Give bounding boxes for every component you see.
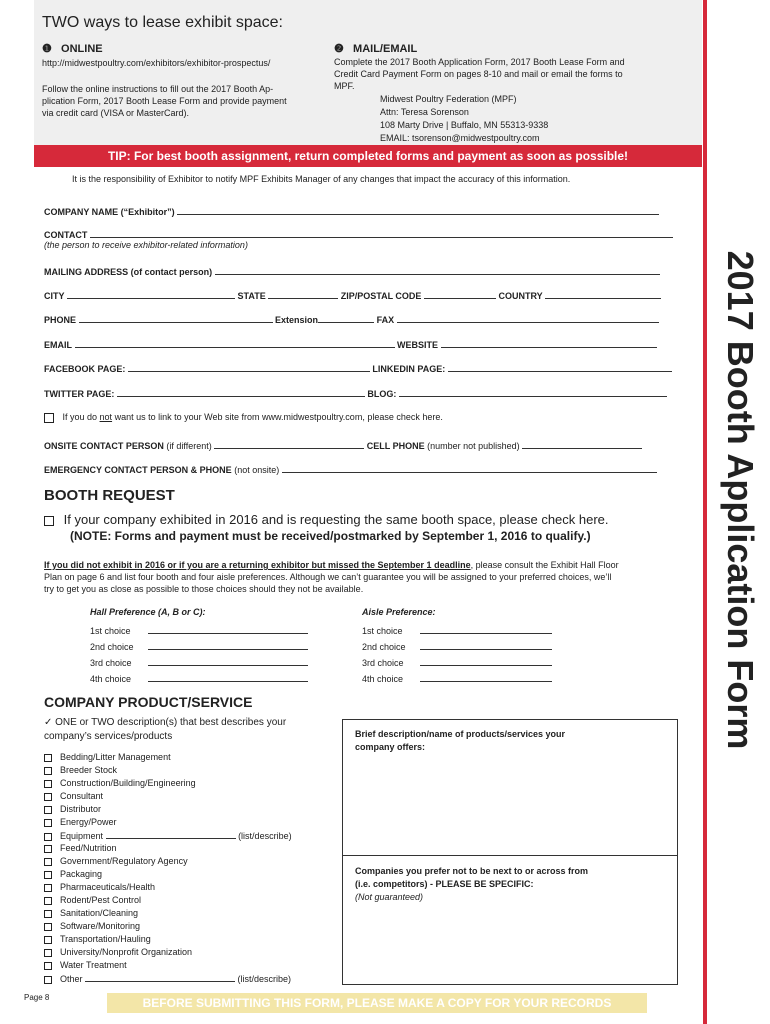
- product-instructions: ✓ ONE or TWO description(s) that best describes your company’s services/products: [44, 717, 287, 742]
- product-item[interactable]: Sanitation/Cleaning: [44, 907, 292, 920]
- product-item[interactable]: Water Treatment: [44, 959, 292, 972]
- product-item[interactable]: Equipment (list/describe): [44, 829, 292, 842]
- online-instructions: Follow the online instructions to fill out the 2017 Booth Ap- plication Form, 2017 Booth Lease Form and provide payment via credit card (VISA or MasterCard).: [42, 84, 287, 118]
- intro-title: TWO ways to lease exhibit space:: [42, 14, 283, 31]
- side-title: 2017 Booth Application Form: [720, 250, 761, 750]
- product-item[interactable]: Software/Monitoring: [44, 920, 292, 933]
- mail-instructions: Complete the 2017 Booth Application Form, 2017 Booth Lease Form and Credit Card Payment Form on pages 8-10 and mail or email the forms to MPF.: [334, 57, 625, 91]
- product-item[interactable]: University/Nonprofit Organization: [44, 946, 292, 959]
- emergency-contact-row[interactable]: EMERGENCY CONTACT PERSON & PHONE (not onsite): [44, 463, 657, 475]
- product-item[interactable]: Transportation/Hauling: [44, 933, 292, 946]
- product-item[interactable]: Rodent/Pest Control: [44, 894, 292, 907]
- hall-choices[interactable]: 1st choice 2nd choice 3rd choice 4th choice: [90, 623, 308, 687]
- company-name-field[interactable]: COMPANY NAME (“Exhibitor”): [44, 205, 659, 217]
- online-url[interactable]: http://midwestpoultry.com/exhibitors/exhibitor-prospectus/: [42, 58, 271, 68]
- responsibility-note: It is the responsibility of Exhibitor to notify MPF Exhibits Manager of any changes that impact the accuracy of this information.: [72, 174, 571, 184]
- mpf-address: Midwest Poultry Federation (MPF) Attn: Teresa Sorenson 108 Marty Drive | Buffalo, MN 55313-9338 EMAIL: tsorenson@midwestpoultry.com: [380, 94, 549, 143]
- product-item[interactable]: Construction/Building/Engineering: [44, 777, 292, 790]
- no-link-option[interactable]: If you do not want us to link to your Web site from www.midwestpoultry.com, please check here.: [44, 412, 443, 423]
- booth-instructions: If you did not exhibit in 2016 or if you are a returning exhibitor but missed the September 1 deadline, please consult the Exhibit Hall Floor Plan on page 6 and list four booth and four aisle preferences. Although we can’t guarantee you will be assigned to your preferred choices, we’ll try to get you as close as possible to those choices should they not be available.: [44, 560, 619, 594]
- product-item[interactable]: Feed/Nutrition: [44, 842, 292, 855]
- product-item[interactable]: Packaging: [44, 868, 292, 881]
- aisle-choices[interactable]: 1st choice 2nd choice 3rd choice 4th choice: [362, 623, 552, 687]
- tip-banner: TIP: For best booth assignment, return completed forms and payment as soon as possible!: [34, 145, 702, 167]
- product-heading: COMPANY PRODUCT/SERVICE: [44, 694, 253, 710]
- aisle-preference-heading: Aisle Preference:: [362, 607, 436, 617]
- phone-extension-fax-row[interactable]: PHONE Extension FAX: [44, 313, 659, 325]
- twitter-blog-row[interactable]: TWITTER PAGE: BLOG:: [44, 387, 667, 399]
- onsite-cell-row[interactable]: ONSITE CONTACT PERSON (if different) CELL PHONE (number not published): [44, 439, 642, 451]
- mail-number-icon: ❷: [334, 43, 344, 55]
- page-number: Page 8: [24, 993, 50, 1002]
- same-space-option[interactable]: If your company exhibited in 2016 and is requesting the same booth space, please check here.: [44, 512, 609, 527]
- product-item[interactable]: Distributor: [44, 803, 292, 816]
- contact-note: (the person to receive exhibitor-related information): [44, 240, 248, 250]
- copy-reminder-banner: BEFORE SUBMITTING THIS FORM, PLEASE MAKE A COPY FOR YOUR RECORDS: [107, 993, 647, 1013]
- right-accent-bar: [703, 0, 707, 1024]
- mail-heading: ❷ MAIL/EMAIL: [334, 43, 418, 55]
- city-state-zip-country-row[interactable]: CITY STATE ZIP/POSTAL CODE COUNTRY: [44, 289, 661, 301]
- online-number-icon: ❶: [42, 43, 52, 55]
- product-item[interactable]: Energy/Power: [44, 816, 292, 829]
- online-heading: ❶ ONLINE: [42, 43, 103, 55]
- facebook-linkedin-row[interactable]: FACEBOOK PAGE: LINKEDIN PAGE:: [44, 362, 672, 374]
- contact-field[interactable]: CONTACT: [44, 228, 673, 240]
- no-link-checkbox[interactable]: [44, 413, 54, 423]
- product-item[interactable]: Government/Regulatory Agency: [44, 855, 292, 868]
- hall-preference-heading: Hall Preference (A, B or C):: [90, 607, 206, 617]
- mailing-address-field[interactable]: MAILING ADDRESS (of contact person): [44, 265, 660, 277]
- product-item[interactable]: Consultant: [44, 790, 292, 803]
- product-item[interactable]: Bedding/Litter Management: [44, 751, 292, 764]
- brief-description-box[interactable]: Brief description/name of products/services your company offers:: [342, 719, 678, 857]
- deadline-note: (NOTE: Forms and payment must be received/postmarked by September 1, 2016 to qualify.): [70, 529, 591, 543]
- product-item[interactable]: Pharmaceuticals/Health: [44, 881, 292, 894]
- email-website-row[interactable]: EMAIL WEBSITE: [44, 338, 657, 350]
- same-space-checkbox[interactable]: [44, 516, 54, 526]
- product-item[interactable]: Breeder Stock: [44, 764, 292, 777]
- booth-request-heading: BOOTH REQUEST: [44, 487, 175, 504]
- competitors-box[interactable]: Companies you prefer not to be next to or across from (i.e. competitors) - PLEASE BE SPECIFIC: (Not guaranteed): [342, 855, 678, 985]
- product-item[interactable]: Other (list/describe): [44, 972, 292, 985]
- product-list[interactable]: [44, 751, 292, 985]
